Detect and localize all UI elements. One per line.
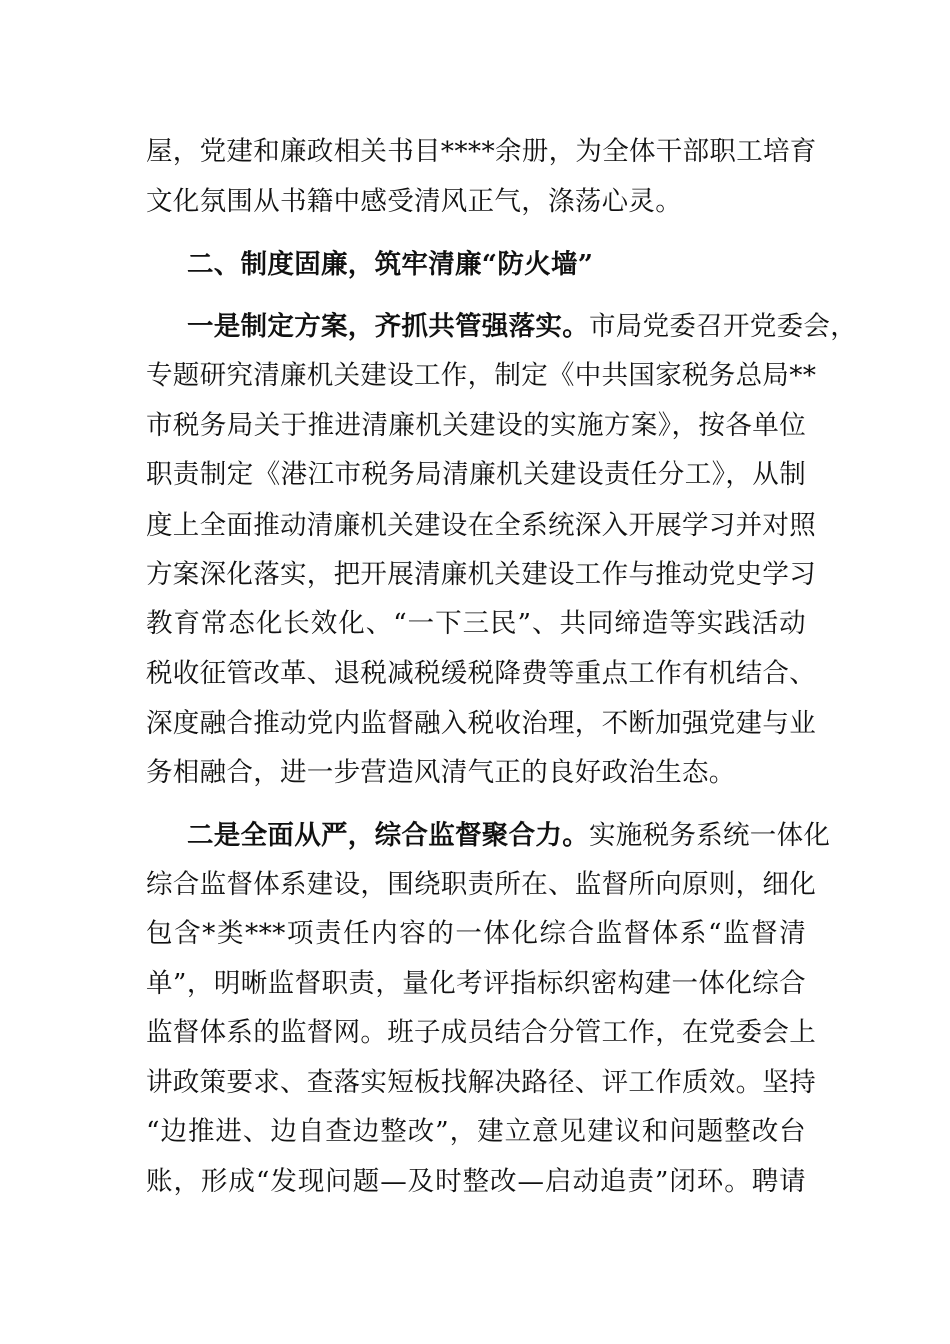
body-text-line: 文化氛围从书籍中感受清风正气，涤荡心灵。 (146, 186, 682, 217)
body-text-line: 综合监督体系建设，围绕职责所在、监督所向原则，细化 (146, 869, 816, 900)
body-text-line: 职责制定《港江市税务局清廉机关建设责任分工》，从制 (146, 459, 806, 490)
body-text-line: 教育常态化长效化、“一下三民”、共同缔造等实践活动 (146, 608, 806, 639)
paragraph-text: 实施税务系统一体化 (589, 820, 831, 851)
body-text-line: 包含*类***项责任内容的一体化综合监督体系“监督清 (146, 918, 806, 949)
paragraph-first-line (187, 309, 857, 345)
body-text-line: 度上全面推动清廉机关建设在全系统深入开展学习并对照 (146, 510, 816, 541)
body-text-line: 屋，党建和廉政相关书目****余册，为全体干部职工培育 (146, 136, 817, 167)
paragraph-lead: 一是制定方案，齐抓共管强落实。 (187, 311, 589, 342)
body-text-line: 税收征管改革、退税减税缓税降费等重点工作有机结合、 (146, 658, 816, 689)
body-text-line: 单”，明晰监督职责，量化考评指标织密构建一体化综合 (146, 968, 806, 999)
body-text-line: 深度融合推动党内监督融入税收治理，不断加强党建与业 (146, 708, 816, 739)
body-text-line: 监督体系的监督网。班子成员结合分管工作，在党委会上 (146, 1017, 816, 1048)
body-text-line: 务相融合，进一步营造风清气正的良好政治生态。 (146, 757, 736, 788)
body-text-line: 专题研究清廉机关建设工作，制定《中共国家税务总局** (146, 360, 817, 391)
paragraph-text: 市局党委召开党委会， (589, 311, 857, 342)
body-text-line: 讲政策要求、查落实短板找解决路径、评工作质效。坚持 (146, 1067, 816, 1098)
body-text-line: 市税务局关于推进清廉机关建设的实施方案》，按各单位 (146, 410, 806, 441)
section-heading: 二、制度固廉，筑牢清廉“防火墙” (187, 249, 594, 280)
body-text-line: 账，形成“发现问题—及时整改—启动追责”闭环。聘请 (146, 1166, 806, 1197)
body-text-line: 方案深化落实，把开展清廉机关建设工作与推动党史学习 (146, 559, 816, 590)
paragraph-lead: 二是全面从严，综合监督聚合力。 (187, 820, 589, 851)
paragraph-first-line (187, 818, 831, 854)
body-text-line: “边推进、边自查边整改”，建立意见建议和问题整改台 (146, 1116, 806, 1147)
